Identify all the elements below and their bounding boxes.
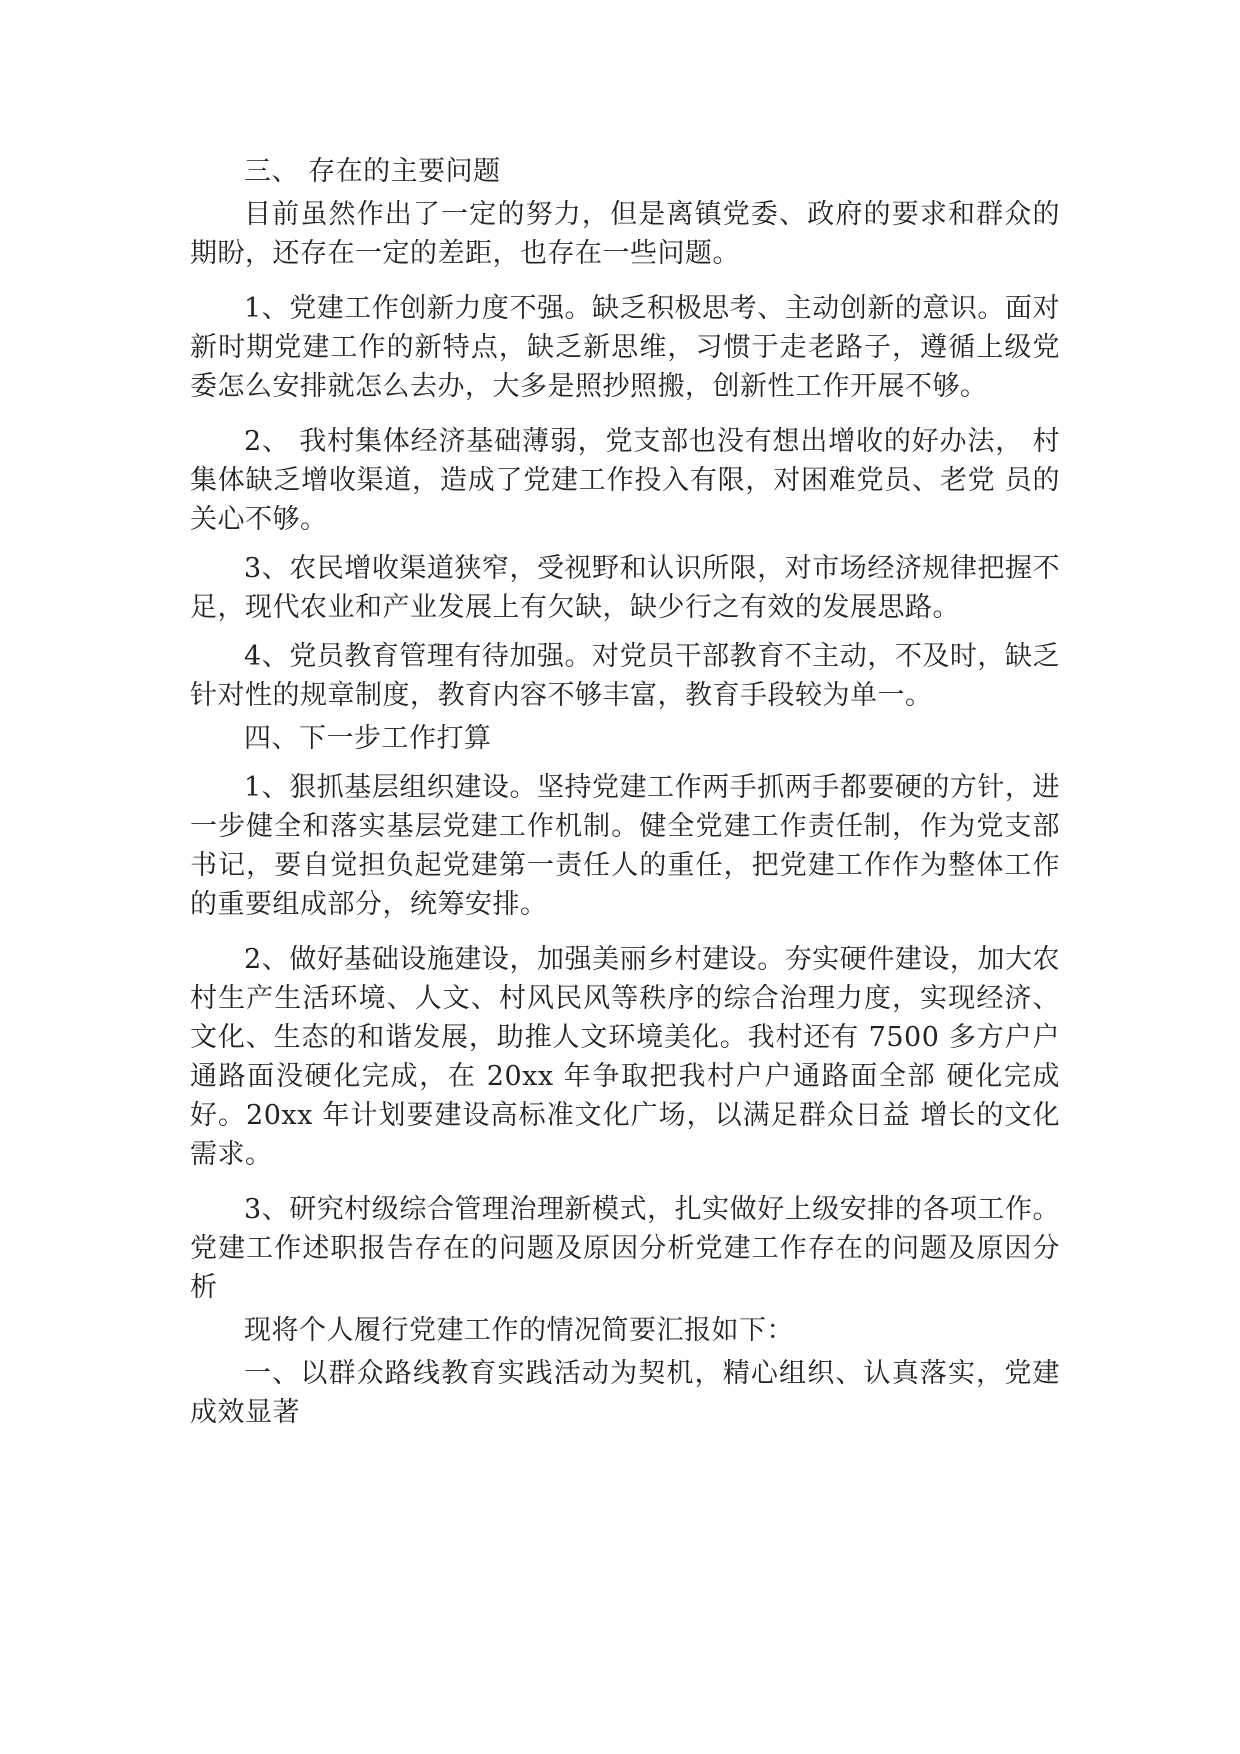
paragraph-section-one: 一、以群众路线教育实践活动为契机，精心组织、认真落实，党建成效显著 [190, 1358, 1060, 1428]
paragraph-intro: 目前虽然作出了一定的努力，但是离镇党委、政府的要求和群众的期盼，还存在一定的差距，也存在一些问题。 [190, 199, 1060, 269]
document-body [190, 152, 1060, 1432]
section-heading-problems: 三、 存在的主要问题 [244, 156, 501, 187]
paragraph-plan-3: 3、研究村级综合管理治理新模式，扎实做好上级安排的各项工作。党建工作述职报告存在的问题及原因分析党建工作存在的问题及原因分析 [190, 1194, 1060, 1303]
paragraph-problem-1: 1、党建工作创新力度不强。缺乏积极思考、主动创新的意识。面对新时期党建工作的新特点，缺乏新思维，习惯于走老路子，遵循上级党委怎么安排就怎么去办，大多是照抄照搬，创新性工作开展不够。 [190, 293, 1060, 402]
paragraph-problem-3: 3、农民增收渠道狭窄，受视野和认识所限，对市场经济规律把握不足，现代农业和产业发展上有欠缺，缺少行之有效的发展思路。 [190, 553, 1060, 623]
paragraph-problem-4: 4、党员教育管理有待加强。对党员干部教育不主动，不及时，缺乏针对性的规章制度，教育内容不够丰富，教育手段较为单一。 [190, 641, 1060, 711]
paragraph-problem-2: 2、 我村集体经济基础薄弱，党支部也没有想出增收的好办法， 村集体缺乏增收渠道，造成了党建工作投入有限，对困难党员、老党 员的关心不够。 [190, 426, 1060, 535]
paragraph-plan-1: 1、狠抓基层组织建设。坚持党建工作两手抓两手都要硬的方针，进一步健全和落实基层党建工作机制。健全党建工作责任制，作为党支部书记，要自觉担负起党建第一责任人的重任，把党建工作作为整体工作的重要组成部分，统筹安排。 [190, 772, 1060, 920]
paragraph-plan-2: 2、做好基础设施建设，加强美丽乡村建设。夯实硬件建设，加大农村生产生活环境、人文、村风民风等秩序的综合治理力度，实现经济、文化、生态的和谐发展，助推人文环境美化。我村还有 7500 多方户户通路面没硬化完成，在 20xx 年争取把我村户户通路面全部 硬化完成好。20xx 年计划要建设高标准文化广场，以满足群众日益 增长的文化需求。 [190, 944, 1060, 1170]
section-heading-next-steps: 四、下一步工作打算 [244, 723, 492, 754]
paragraph-report-intro: 现将个人履行党建工作的情况简要汇报如下： [244, 1315, 794, 1346]
